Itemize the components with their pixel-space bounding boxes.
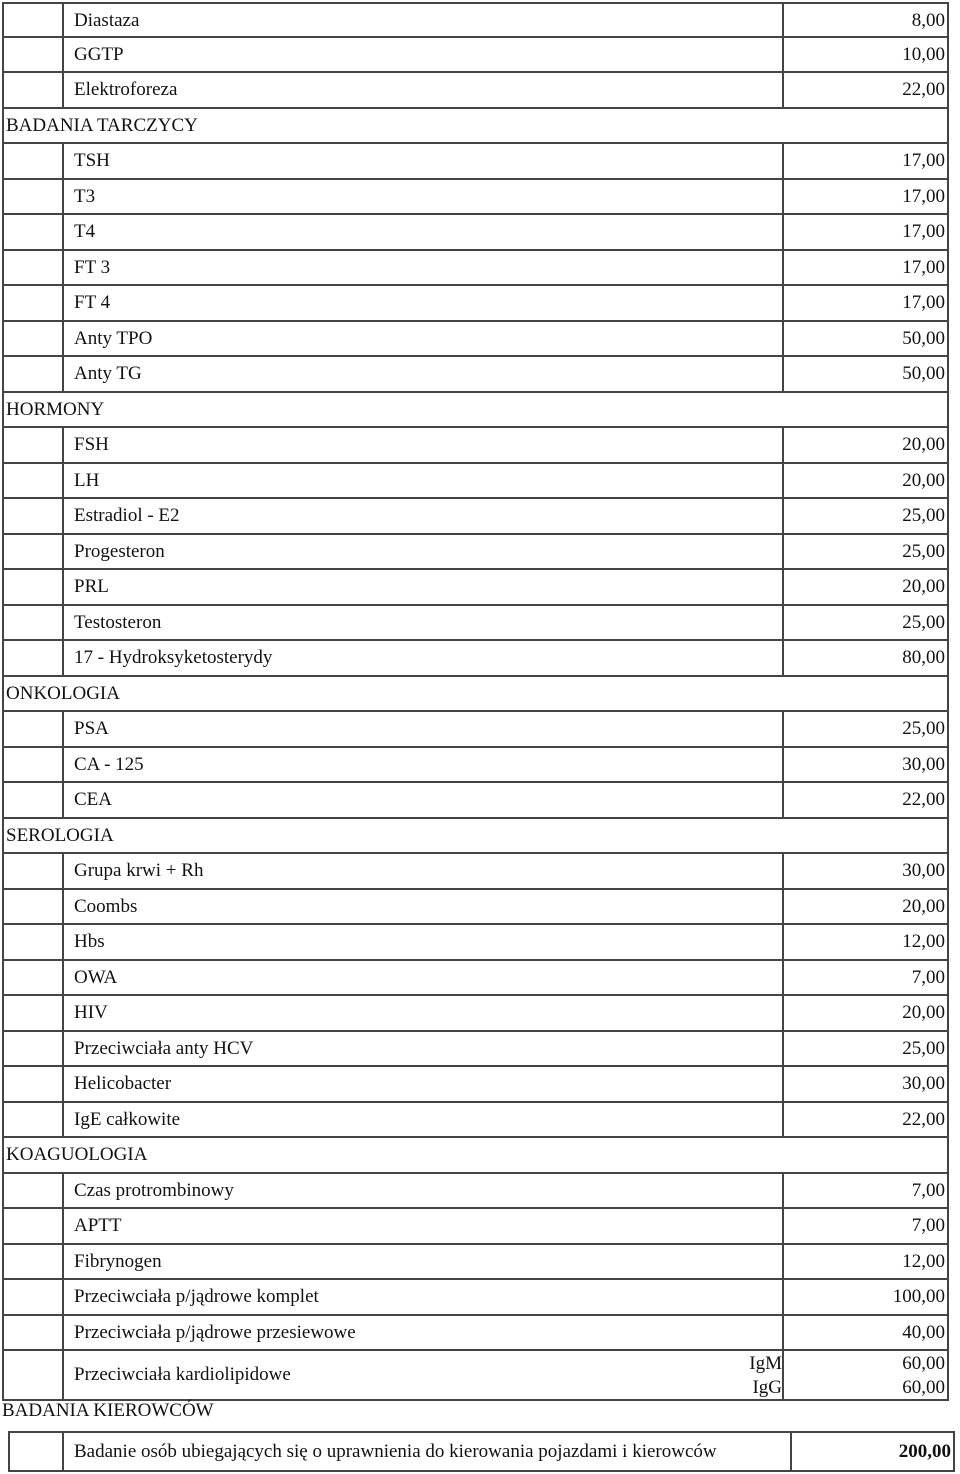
item-price: 20,00 (782, 890, 949, 926)
index-cell (2, 535, 62, 571)
item-price: 25,00 (782, 499, 949, 535)
index-cell (2, 1245, 62, 1281)
index-cell (2, 1067, 62, 1103)
item-price: 8,00 (782, 2, 949, 38)
item-name: Estradiol - E2 (62, 499, 782, 535)
index-cell (2, 499, 62, 535)
item-price: 22,00 (782, 73, 949, 109)
item-name: APTT (62, 1209, 782, 1245)
table-row (2, 322, 949, 358)
item-price: 50,00 (782, 357, 949, 393)
table-row (2, 286, 949, 322)
item-price (782, 1351, 949, 1401)
item-price: 30,00 (782, 748, 949, 784)
table-row (2, 251, 949, 287)
index-cell (2, 286, 62, 322)
item-name: T3 (62, 180, 782, 216)
index-cell (2, 712, 62, 748)
table-row (2, 73, 949, 109)
item-price: 25,00 (782, 712, 949, 748)
table-row (2, 357, 949, 393)
table-row (2, 464, 949, 500)
index-cell (2, 1280, 62, 1316)
item-price: 30,00 (782, 1067, 949, 1103)
index-cell (2, 38, 62, 74)
item-name: Coombs (62, 890, 782, 926)
item-name: Czas protrombinowy (62, 1174, 782, 1210)
item-price: 20,00 (782, 428, 949, 464)
item-price: 200,00 (790, 1433, 953, 1470)
item-price: 20,00 (782, 464, 949, 500)
item-name: CEA (62, 783, 782, 819)
table-row (2, 428, 949, 464)
table-row (2, 1174, 949, 1210)
item-price: 12,00 (782, 925, 949, 961)
index-cell (2, 890, 62, 926)
item-name: Progesteron (62, 535, 782, 571)
item-name: OWA (62, 961, 782, 997)
index-cell (2, 2, 62, 38)
item-name: PSA (62, 712, 782, 748)
index-cell (2, 961, 62, 997)
index-cell (10, 1433, 62, 1470)
index-cell (2, 251, 62, 287)
item-name: T4 (62, 215, 782, 251)
index-cell (2, 180, 62, 216)
table-row (2, 2, 949, 38)
index-cell (2, 1351, 62, 1401)
item-price: 7,00 (782, 961, 949, 997)
table-row (2, 996, 949, 1032)
item-name: Diastaza (62, 2, 782, 38)
section-header: BADANIA TARCZYCY (2, 109, 949, 145)
item-subtype (742, 1351, 782, 1401)
table-row (2, 606, 949, 642)
item-price: 100,00 (782, 1280, 949, 1316)
index-cell (2, 748, 62, 784)
item-price: 20,00 (782, 570, 949, 606)
table-row (2, 925, 949, 961)
item-name: FT 3 (62, 251, 782, 287)
item-name: PRL (62, 570, 782, 606)
price-value: 60,00 (902, 1353, 945, 1374)
section-header: HORMONY (2, 393, 949, 429)
item-price: 20,00 (782, 996, 949, 1032)
item-name: FT 4 (62, 286, 782, 322)
index-cell (2, 606, 62, 642)
table-row (2, 783, 949, 819)
item-price: 7,00 (782, 1174, 949, 1210)
item-name: Hbs (62, 925, 782, 961)
item-price: 25,00 (782, 535, 949, 571)
subtype-label: IgG (752, 1377, 782, 1398)
item-name: FSH (62, 428, 782, 464)
item-name: Anty TG (62, 357, 782, 393)
index-cell (2, 357, 62, 393)
index-cell (2, 1209, 62, 1245)
section-header: KOAGUOLOGIA (2, 1138, 949, 1174)
item-price: 17,00 (782, 180, 949, 216)
item-price: 40,00 (782, 1316, 949, 1352)
table-row (2, 1351, 949, 1401)
item-price: 10,00 (782, 38, 949, 74)
item-name: TSH (62, 144, 782, 180)
table-row (2, 961, 949, 997)
item-name: Przeciwciała p/jądrowe przesiewowe (62, 1316, 782, 1352)
index-cell (2, 1174, 62, 1210)
kierowcy-row (8, 1431, 955, 1472)
item-name: Przeciwciała anty HCV (62, 1032, 782, 1068)
item-name: HIV (62, 996, 782, 1032)
item-price: 17,00 (782, 251, 949, 287)
item-price: 80,00 (782, 641, 949, 677)
table-row (2, 499, 949, 535)
index-cell (2, 925, 62, 961)
index-cell (2, 144, 62, 180)
index-cell (2, 641, 62, 677)
table-row (2, 1209, 949, 1245)
table-row (2, 1067, 949, 1103)
table-row (2, 38, 949, 74)
table-row (2, 1316, 949, 1352)
item-name: Anty TPO (62, 322, 782, 358)
table-row (2, 641, 949, 677)
section-header: ONKOLOGIA (2, 677, 949, 713)
item-price: 50,00 (782, 322, 949, 358)
table-row (2, 1103, 949, 1139)
item-name: Przeciwciała kardiolipidowe (62, 1351, 742, 1401)
section-header-kierowcow: BADANIA KIEROWCÓW (2, 1400, 214, 1421)
table-row (2, 215, 949, 251)
item-price: 17,00 (782, 215, 949, 251)
section-header: SEROLOGIA (2, 819, 949, 855)
item-price: 22,00 (782, 1103, 949, 1139)
table-row (2, 535, 949, 571)
item-name: GGTP (62, 38, 782, 74)
table-row (2, 1245, 949, 1281)
price-value: 60,00 (902, 1377, 945, 1398)
table-row (2, 1032, 949, 1068)
item-name: LH (62, 464, 782, 500)
table-row (2, 180, 949, 216)
item-name: Helicobacter (62, 1067, 782, 1103)
item-name: CA - 125 (62, 748, 782, 784)
index-cell (2, 854, 62, 890)
index-cell (2, 1032, 62, 1068)
table-row (2, 712, 949, 748)
item-name: Badanie osób ubiegających się o uprawnienia do kierowania pojazdami i kierowców (62, 1433, 790, 1470)
index-cell (2, 783, 62, 819)
index-cell (2, 1316, 62, 1352)
price-table (2, 2, 949, 1401)
item-name: Fibrynogen (62, 1245, 782, 1281)
index-cell (2, 428, 62, 464)
item-price: 7,00 (782, 1209, 949, 1245)
index-cell (2, 215, 62, 251)
item-price: 12,00 (782, 1245, 949, 1281)
table-row (2, 144, 949, 180)
item-price: 30,00 (782, 854, 949, 890)
index-cell (2, 73, 62, 109)
subtype-label: IgM (749, 1353, 782, 1374)
table-row (2, 570, 949, 606)
item-name: Grupa krwi + Rh (62, 854, 782, 890)
table-row (2, 1280, 949, 1316)
index-cell (2, 996, 62, 1032)
item-price: 25,00 (782, 1032, 949, 1068)
index-cell (2, 1103, 62, 1139)
index-cell (2, 570, 62, 606)
item-name: Testosteron (62, 606, 782, 642)
item-price: 17,00 (782, 286, 949, 322)
table-row (2, 854, 949, 890)
index-cell (2, 464, 62, 500)
item-name: Przeciwciała p/jądrowe komplet (62, 1280, 782, 1316)
item-price: 17,00 (782, 144, 949, 180)
item-name: IgE całkowite (62, 1103, 782, 1139)
item-price: 22,00 (782, 783, 949, 819)
item-price: 25,00 (782, 606, 949, 642)
item-name: Elektroforeza (62, 73, 782, 109)
table-row (2, 748, 949, 784)
item-name: 17 - Hydroksyketosterydy (62, 641, 782, 677)
index-cell (2, 322, 62, 358)
table-row (2, 890, 949, 926)
